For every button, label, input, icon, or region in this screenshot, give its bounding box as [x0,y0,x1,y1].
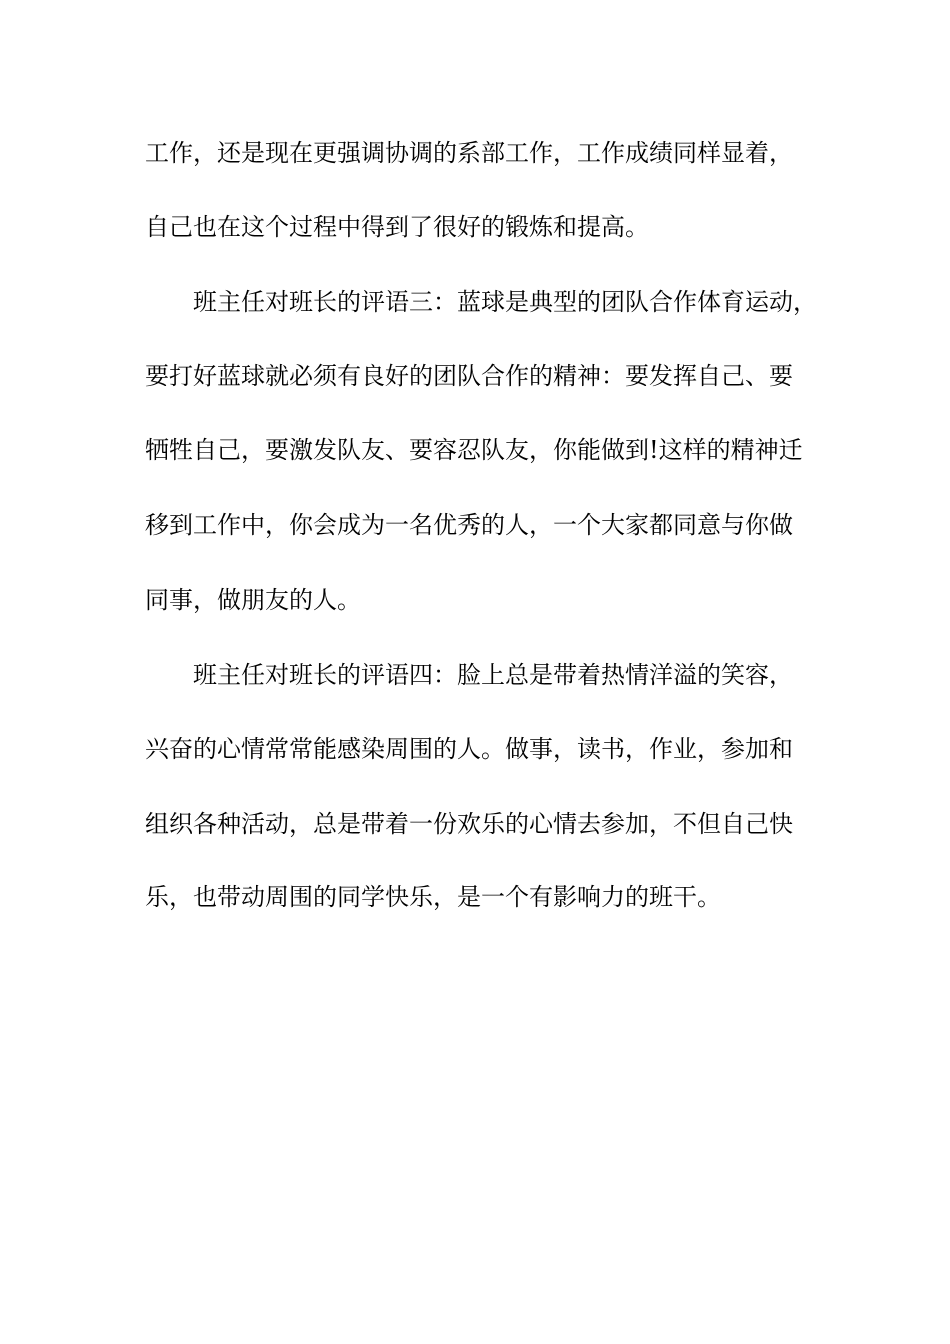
text-line: 牺牲自己，要激发队友、要容忍队友，你能做到!这样的精神迁 [145,436,803,464]
text-line: 移到工作中，你会成为一名优秀的人，一个大家都同意与你做 [145,511,793,539]
text-line: 同事，做朋友的人。 [145,586,361,614]
text-line: 组织各种活动，总是带着一份欢乐的心情去参加，不但自己快 [145,810,793,838]
text-line: 乐，也带动周围的同学快乐，是一个有影响力的班干。 [145,883,721,911]
text-line: 工作，还是现在更强调协调的系部工作，工作成绩同样显着， [145,139,793,167]
text-line: 要打好蓝球就必须有良好的团队合作的精神：要发挥自己、要 [145,362,793,390]
text-line: 自己也在这个过程中得到了很好的锻炼和提高。 [145,213,649,241]
paragraph-start-line: 班主任对班长的评语三：蓝球是典型的团队合作体育运动， [193,288,817,316]
text-line: 兴奋的心情常常能感染周围的人。做事，读书，作业，参加和 [145,735,793,763]
paragraph-start-line: 班主任对班长的评语四：脸上总是带着热情洋溢的笑容， [193,661,793,689]
